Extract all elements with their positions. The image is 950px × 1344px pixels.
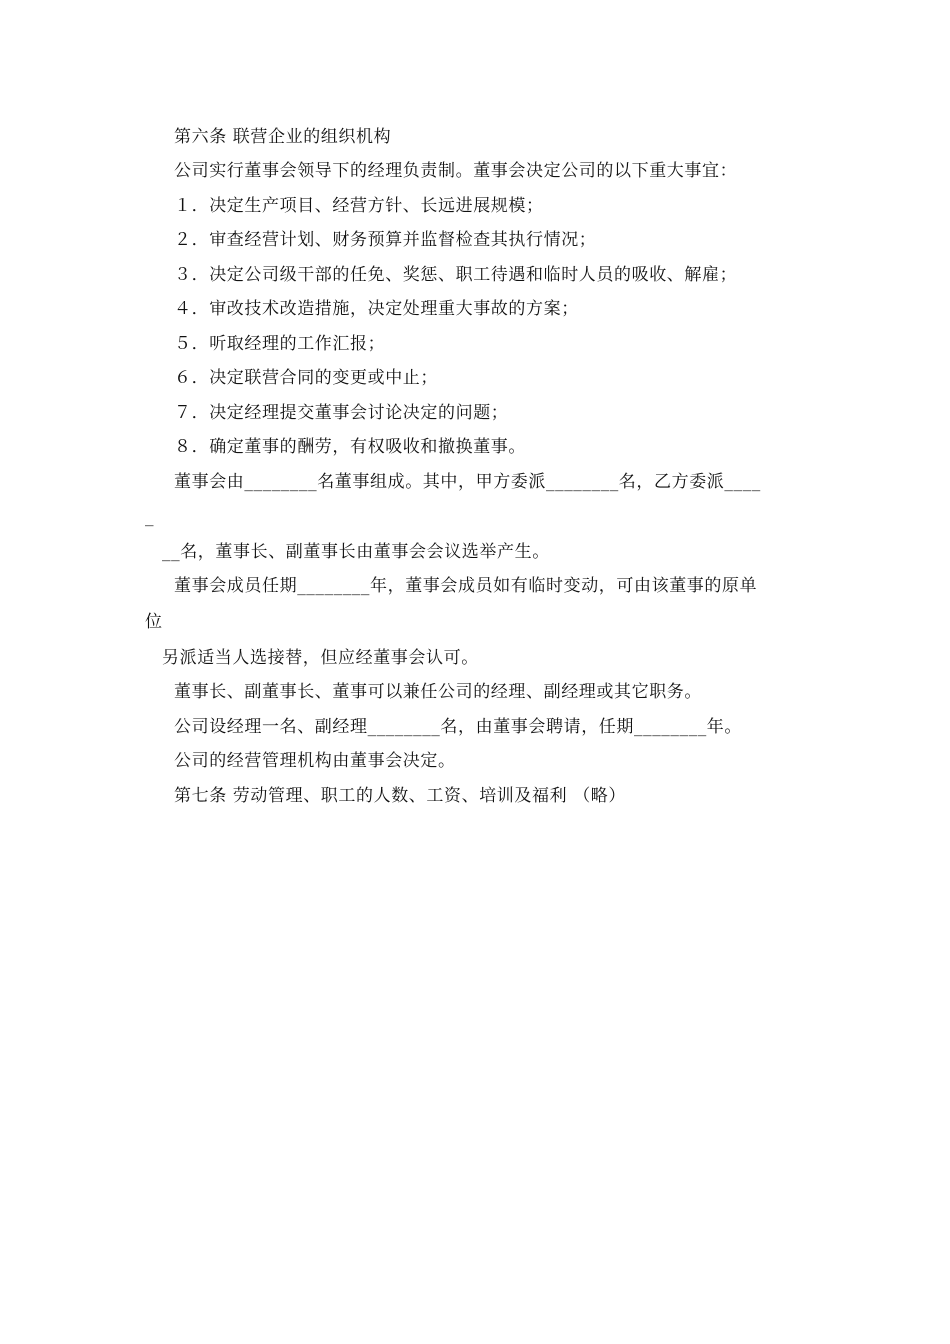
management-structure-paragraph: 公司的经营管理机构由董事会决定。 (174, 751, 456, 771)
list-item-5: ５．听取经理的工作汇报； (174, 334, 386, 354)
list-item-3: ３．决定公司级干部的任免、奖惩、职工待遇和临时人员的吸收、解雇； (174, 265, 738, 285)
list-item-1: １．决定生产项目、经营方针、长远进展规模； (174, 196, 544, 216)
list-item-8: ８．确定董事的酬劳，有权吸收和撤换董事。 (174, 437, 526, 457)
article-7-heading: 第七条 劳动管理、职工的人数、工资、培训及福利 （略） (174, 786, 627, 806)
board-term-paragraph: 董事会成员任期________年，董事会成员如有临时变动，可由该董事的原单 (174, 576, 758, 596)
list-item-7: ７．决定经理提交董事会讨论决定的问题； (174, 403, 509, 423)
board-responsibility-paragraph: 公司实行董事会领导下的经理负责制。董事会决定公司的以下重大事宜： (174, 161, 738, 181)
board-composition-paragraph: 董事会由________名董事组成。其中，甲方委派________名，乙方委派____ (174, 472, 761, 492)
list-item-6: ６．决定联营合同的变更或中止； (174, 368, 438, 388)
board-term-wrap-2: 另派适当人选接替，但应经董事会认可。 (162, 648, 479, 668)
list-item-2: ２．审查经营计划、财务预算并监督检查其执行情况； (174, 230, 597, 250)
manager-appointment-paragraph: 公司设经理一名、副经理________名，由董事会聘请，任期________年。 (174, 717, 742, 737)
board-composition-wrap-2: __名，董事长、副董事长由董事会会议选举产生。 (162, 542, 550, 562)
board-term-wrap-1: 位 (145, 612, 163, 632)
concurrent-posts-paragraph: 董事长、副董事长、董事可以兼任公司的经理、副经理或其它职务。 (174, 682, 702, 702)
board-composition-wrap-1: _ (145, 507, 155, 527)
article-6-heading: 第六条 联营企业的组织机构 (174, 127, 392, 147)
list-item-4: ４．审改技术改造措施，决定处理重大事故的方案； (174, 299, 579, 319)
